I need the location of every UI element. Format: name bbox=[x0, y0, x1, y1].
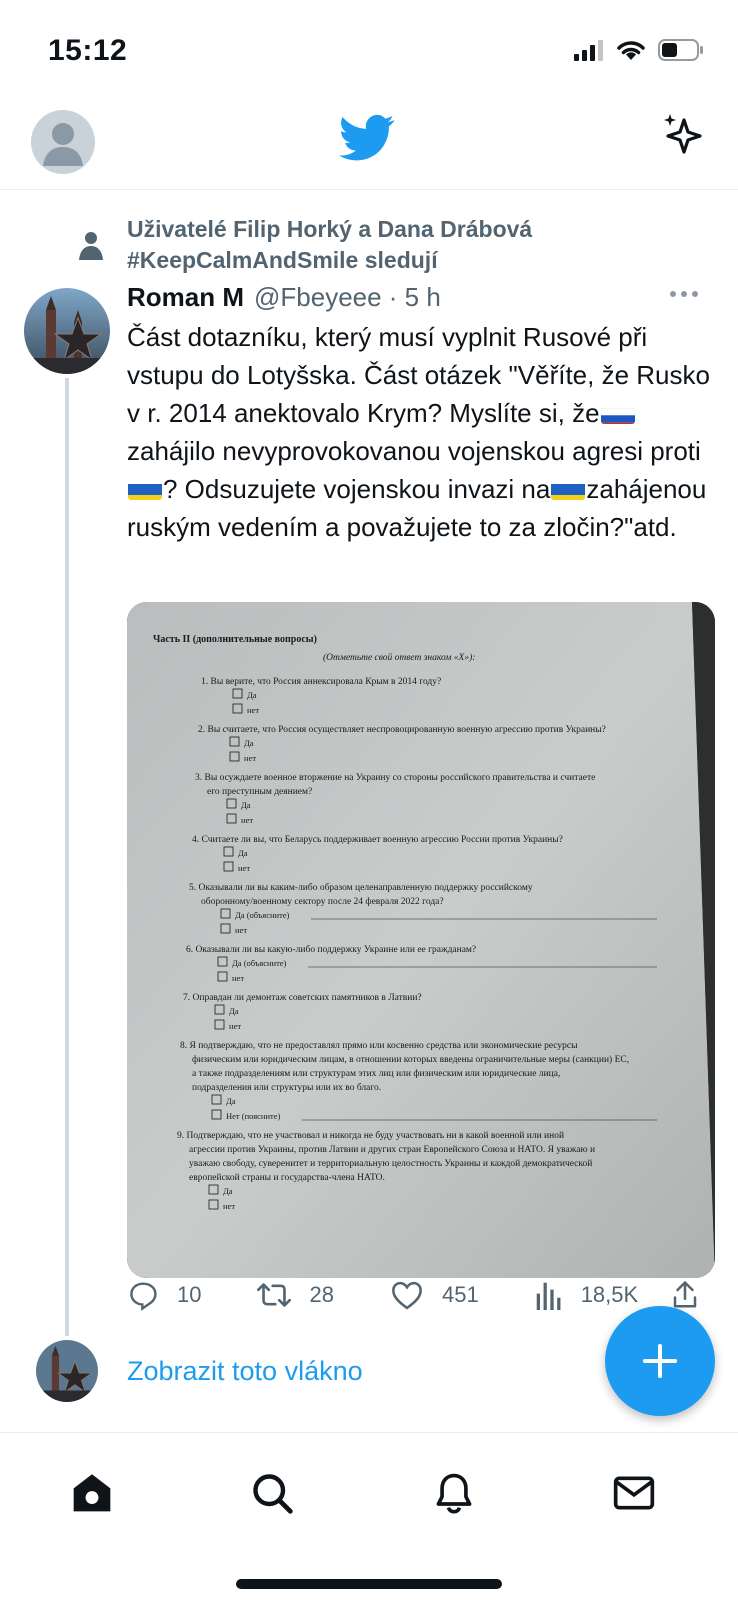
doc-question-line: оборонному/военному сектору после 24 февраля 2022 года? bbox=[201, 897, 444, 907]
doc-question-line: его преступным деянием? bbox=[207, 787, 313, 797]
tweet-header bbox=[127, 282, 717, 318]
kremlin-avatar-image bbox=[36, 1340, 98, 1402]
doc-option-label: Да bbox=[244, 738, 254, 748]
doc-option-label: нет bbox=[229, 1021, 242, 1031]
analytics-icon bbox=[535, 1280, 563, 1310]
doc-option-label: Да bbox=[238, 848, 248, 858]
doc-question-line: агрессии против Украины, против Латвии и других стран Европейского Союза и НАТО. Я уважаю и bbox=[189, 1145, 596, 1155]
doc-question-line: европейской страны и государства-члена НАТО. bbox=[189, 1173, 385, 1183]
tab-messages[interactable] bbox=[604, 1463, 664, 1523]
doc-option-label: Нет (поясните) bbox=[226, 1111, 281, 1121]
person-icon bbox=[78, 230, 104, 265]
questionnaire-photo bbox=[127, 602, 715, 1278]
kremlin-avatar-image bbox=[24, 288, 110, 374]
timeline-feed bbox=[0, 190, 738, 1430]
show-thread-link[interactable]: Zobrazit toto vlákno bbox=[127, 1356, 363, 1386]
heart-icon bbox=[390, 1280, 424, 1310]
author-avatar[interactable] bbox=[24, 288, 110, 374]
doc-question-line: уважаю свободу, суверенитет и территориальную целостность Украины и каждой демократической bbox=[189, 1159, 593, 1169]
social-context[interactable]: Uživatelé Filip Horký a Dana Drábová #KeepCalmAndSmile sledují bbox=[127, 216, 533, 273]
tab-home[interactable] bbox=[62, 1463, 122, 1523]
reply-count: 10 bbox=[177, 1282, 202, 1307]
bottom-tab-bar bbox=[0, 1432, 738, 1600]
tweet-text-part-1: Část dotazníku, který musí vyplnit Rusové při vstupu do Lotyšska. Část otázek "Věříte, že Rusko v r. 2014 anektovalo Krym? Myslíte si, že bbox=[127, 322, 710, 428]
doc-question-line: 5. Оказывали ли вы каким-либо образом целенаправленную поддержку российскому bbox=[189, 883, 533, 893]
status-time: 15:12 bbox=[48, 34, 128, 67]
tweet-text-part-3: ? Odsuzujete vojenskou invazi na bbox=[163, 474, 551, 504]
tweet-actions bbox=[127, 1270, 717, 1320]
default-avatar-icon bbox=[31, 110, 95, 174]
tweet-media-image[interactable] bbox=[127, 602, 715, 1278]
doc-option-label: Да bbox=[226, 1096, 236, 1106]
doc-option-label: Да (объясните) bbox=[235, 910, 290, 920]
doc-option-label: нет bbox=[235, 925, 248, 935]
plus-icon bbox=[640, 1341, 680, 1381]
tab-search[interactable] bbox=[242, 1463, 302, 1523]
doc-question-line: 6. Оказывали ли вы какую-либо поддержку Украине или ее гражданам? bbox=[186, 945, 477, 955]
doc-option-label: нет bbox=[244, 753, 257, 763]
doc-question-line: 4. Считаете ли вы, что Беларусь поддерживает военную агрессию России против Украины? bbox=[192, 835, 563, 845]
home-icon bbox=[70, 1471, 114, 1515]
status-bar bbox=[0, 0, 738, 100]
twitter-bird-icon[interactable] bbox=[339, 114, 395, 167]
envelope-icon bbox=[612, 1471, 656, 1515]
top-navigation-bar bbox=[0, 100, 738, 190]
retweet-count: 28 bbox=[309, 1282, 334, 1307]
doc-option-label: нет bbox=[238, 863, 251, 873]
sparkle-icon[interactable] bbox=[660, 112, 708, 165]
battery-icon bbox=[658, 38, 704, 62]
reply-icon bbox=[127, 1279, 159, 1311]
profile-avatar-button[interactable] bbox=[31, 110, 95, 174]
doc-question-line: подразделения или структуры или их во благо. bbox=[192, 1083, 382, 1093]
doc-question-line: физическим или юридическим лицам, в отношении которых введены ограничительные меры (санкции) ЕС, bbox=[192, 1055, 630, 1065]
more-options-icon[interactable] bbox=[669, 286, 699, 304]
thread-author-avatar[interactable] bbox=[36, 1340, 98, 1402]
compose-tweet-button[interactable] bbox=[605, 1306, 715, 1416]
ukraine-flag-icon bbox=[551, 478, 585, 500]
tweet-text-part-4: zahájenou ruským vedením a považujete to za zločin?"atd. bbox=[127, 474, 707, 542]
bell-icon bbox=[432, 1471, 476, 1515]
doc-question-line: а также подразделениям или структурам этих лиц или физическим или юридические лица, bbox=[192, 1069, 561, 1079]
doc-option-label: Да bbox=[247, 690, 257, 700]
doc-subheader: (Отметьте свой ответ знаком «X»): bbox=[323, 653, 476, 663]
status-icons bbox=[574, 38, 704, 62]
doc-option-label: нет bbox=[241, 815, 254, 825]
doc-header: Часть II (дополнительные вопросы) bbox=[153, 634, 317, 645]
view-count: 18,5K bbox=[580, 1282, 639, 1307]
signal-icon bbox=[574, 39, 604, 61]
doc-question-line: 3. Вы осуждаете военное вторжение на Украину со стороны российского правительства и считаете bbox=[195, 773, 596, 783]
wifi-icon bbox=[616, 39, 646, 61]
retweet-icon bbox=[257, 1279, 291, 1311]
tab-notifications[interactable] bbox=[424, 1463, 484, 1523]
doc-question-line: 1. Вы верите, что Россия аннексировала Крым в 2014 году? bbox=[201, 677, 442, 687]
like-count: 451 bbox=[441, 1282, 479, 1307]
doc-option-label: Да (объясните) bbox=[232, 958, 287, 968]
doc-option-label: Да bbox=[223, 1186, 233, 1196]
doc-option-label: нет bbox=[232, 973, 245, 983]
retweet-button[interactable] bbox=[257, 1279, 333, 1311]
tweet-text-part-2: zahájilo nevyprovokovanou vojenskou agresi proti bbox=[127, 436, 701, 466]
author-name[interactable]: Roman M bbox=[127, 282, 244, 312]
doc-option-label: Да bbox=[229, 1006, 239, 1016]
doc-option-label: Да bbox=[241, 800, 251, 810]
doc-question-line: 7. Оправдан ли демонтаж советских памятников в Латвии? bbox=[183, 993, 422, 1003]
views-button[interactable] bbox=[535, 1280, 639, 1310]
tweet-text bbox=[127, 318, 722, 546]
share-icon bbox=[672, 1280, 698, 1310]
doc-question-line: 9. Подтверждаю, что не участвовал и никогда не буду участвовать ни в какой военной или иной bbox=[177, 1131, 565, 1141]
search-icon bbox=[250, 1471, 294, 1515]
like-button[interactable] bbox=[390, 1280, 479, 1310]
home-indicator bbox=[236, 1579, 502, 1589]
doc-option-label: нет bbox=[247, 705, 260, 715]
ukraine-flag-icon bbox=[128, 478, 162, 500]
russia-flag-icon bbox=[601, 402, 635, 424]
thread-connector-line bbox=[65, 378, 69, 1336]
share-button[interactable] bbox=[672, 1280, 716, 1310]
author-handle-time[interactable]: @Fbeyeee · 5 h bbox=[254, 282, 441, 312]
doc-question-line: 2. Вы считаете, что Россия осуществляет неспровоцированную военную агрессию против Украины? bbox=[198, 725, 606, 735]
doc-question-line: 8. Я подтверждаю, что не предоставлял прямо или косвенно средства или экономические ресурсы bbox=[180, 1041, 578, 1051]
doc-option-label: нет bbox=[223, 1201, 236, 1211]
reply-button[interactable] bbox=[127, 1279, 201, 1311]
